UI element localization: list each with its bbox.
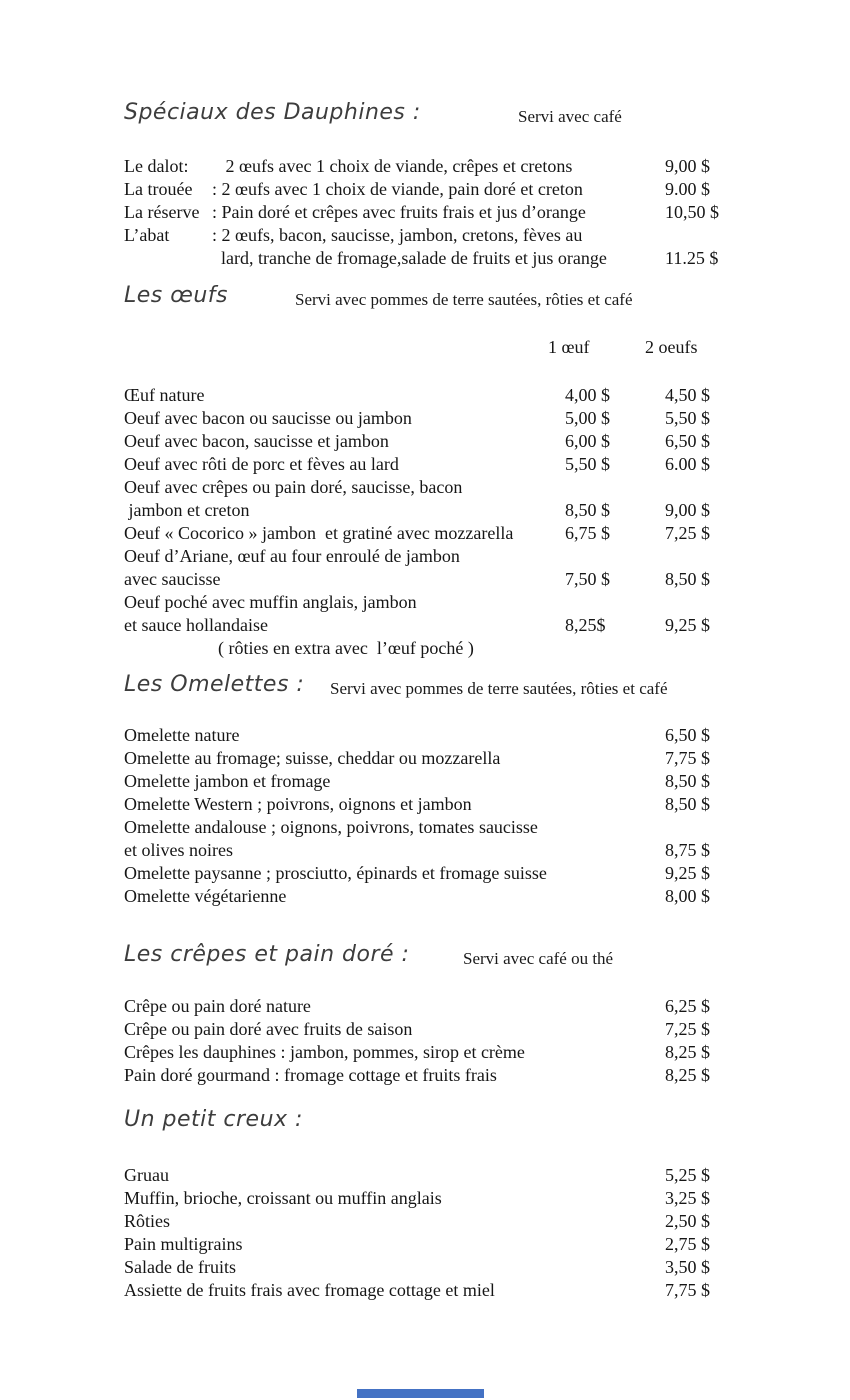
menu-item-row — [0, 545, 850, 568]
section-note-speciaux: Servi avec café — [518, 107, 622, 126]
item-price: 6,50 $ — [665, 725, 710, 745]
menu-item-row — [0, 522, 850, 545]
menu-item-row — [0, 1256, 850, 1279]
item-name: Omelette Western ; poivrons, oignons et jambon — [124, 794, 472, 814]
menu-item-row — [0, 1164, 850, 1187]
item-name: Omelette nature — [124, 725, 240, 745]
item-price: 8,50 $ — [665, 771, 710, 791]
menu-item-row — [0, 614, 850, 637]
item-price-2oeufs: 6.00 $ — [665, 454, 710, 474]
item-name: Rôties — [124, 1211, 171, 1231]
menu-item-row — [0, 201, 850, 224]
section-title-omelettes: Les Omelettes : — [124, 672, 305, 697]
menu-footnote-row — [0, 637, 850, 660]
section-title-oeufs: Les œufs — [124, 283, 229, 308]
item-name: Pain doré gourmand : fromage cottage et fruits frais — [124, 1065, 497, 1085]
menu-item-row — [0, 1187, 850, 1210]
item-name: jambon et creton — [124, 500, 250, 520]
section-title-speciaux: Spéciaux des Dauphines : — [124, 100, 421, 125]
item-name: La trouée — [124, 179, 193, 199]
menu-item-row — [0, 384, 850, 407]
item-price-2oeufs: 9,00 $ — [665, 500, 710, 520]
menu-item-row — [0, 407, 850, 430]
item-price-2oeufs: 6,50 $ — [665, 431, 710, 451]
item-name: Omelette paysanne ; prosciutto, épinards et fromage suisse — [124, 863, 547, 883]
menu-item-row — [0, 1233, 850, 1256]
item-desc: : Pain doré et crêpes avec fruits frais et jus d’orange — [212, 202, 586, 222]
column-header-2-oeufs: 2 oeufs — [645, 337, 698, 357]
item-price-1oeuf: 4,00 $ — [565, 385, 610, 405]
item-price: 3,25 $ — [665, 1188, 710, 1208]
item-price: 6,25 $ — [665, 996, 710, 1016]
item-name: Crêpe ou pain doré nature — [124, 996, 311, 1016]
section-rows-oeufs — [0, 384, 850, 660]
menu-item-row — [0, 747, 850, 770]
section-note-omelettes: Servi avec pommes de terre sautées, rôties et café — [330, 679, 668, 698]
item-desc: : 2 œufs avec 1 choix de viande, pain doré et creton — [212, 179, 583, 199]
section-note-crepes: Servi avec café ou thé — [463, 949, 614, 968]
item-desc: 2 œufs avec 1 choix de viande, crêpes et cretons — [212, 156, 573, 176]
menu-item-row — [0, 499, 850, 522]
menu-item-row — [0, 885, 850, 908]
menu-item-row — [0, 1210, 850, 1233]
item-name: Crêpes les dauphines : jambon, pommes, sirop et crème — [124, 1042, 525, 1062]
item-price: 7,25 $ — [665, 1019, 710, 1039]
item-price-1oeuf: 8,25$ — [565, 615, 606, 635]
item-name: Oeuf d’Ariane, œuf au four enroulé de jambon — [124, 546, 460, 566]
menu-item-row — [0, 568, 850, 591]
item-name: avec saucisse — [124, 569, 221, 589]
item-name: Oeuf avec bacon, saucisse et jambon — [124, 431, 389, 451]
item-name: Œuf nature — [124, 385, 205, 405]
item-price: 8,25 $ — [665, 1065, 710, 1085]
item-price: 7,75 $ — [665, 1280, 710, 1300]
item-name: Oeuf avec bacon ou saucisse ou jambon — [124, 408, 412, 428]
item-desc: lard, tranche de fromage,salade de fruits et jus orange — [212, 248, 607, 268]
item-name: Omelette andalouse ; oignons, poivrons, tomates saucisse — [124, 817, 538, 837]
item-name: Gruau — [124, 1165, 169, 1185]
menu-item-row — [0, 724, 850, 747]
item-name: Crêpe ou pain doré avec fruits de saison — [124, 1019, 413, 1039]
menu-item-row — [0, 1041, 850, 1064]
menu-item-row — [0, 224, 850, 247]
item-price: 9.00 $ — [665, 179, 710, 199]
item-name: Pain multigrains — [124, 1234, 243, 1254]
item-price: 10,50 $ — [665, 202, 719, 222]
item-price: 8,00 $ — [665, 886, 710, 906]
item-price: 5,25 $ — [665, 1165, 710, 1185]
menu-item-row — [0, 862, 850, 885]
menu-item-row — [0, 178, 850, 201]
item-price-2oeufs: 7,25 $ — [665, 523, 710, 543]
item-price: 3,50 $ — [665, 1257, 710, 1277]
item-name: L’abat — [124, 225, 170, 245]
menu-item-row — [0, 1018, 850, 1041]
section-rows-omelettes — [0, 724, 850, 908]
item-name: Omelette jambon et fromage — [124, 771, 331, 791]
item-price: 2,50 $ — [665, 1211, 710, 1231]
item-price-1oeuf: 7,50 $ — [565, 569, 610, 589]
item-price: 7,75 $ — [665, 748, 710, 768]
section-title-petit-creux: Un petit creux : — [124, 1107, 303, 1132]
item-price-1oeuf: 6,00 $ — [565, 431, 610, 451]
item-price: 9,00 $ — [665, 156, 710, 176]
item-name: Muffin, brioche, croissant ou muffin anglais — [124, 1188, 442, 1208]
poached-egg-footnote: ( rôties en extra avec l’œuf poché ) — [218, 638, 474, 658]
menu-item-row — [0, 476, 850, 499]
section-title-crepes: Les crêpes et pain doré : — [124, 942, 410, 967]
item-price-1oeuf: 5,00 $ — [565, 408, 610, 428]
menu-item-row — [0, 839, 850, 862]
item-desc: : 2 œufs, bacon, saucisse, jambon, cretons, fèves au — [212, 225, 583, 245]
footer-accent-bar — [357, 1389, 484, 1398]
item-name: Oeuf avec crêpes ou pain doré, saucisse, bacon — [124, 477, 463, 497]
item-price-2oeufs: 8,50 $ — [665, 569, 710, 589]
menu-item-row — [0, 770, 850, 793]
section-rows-speciaux — [0, 155, 850, 270]
item-name: Omelette végétarienne — [124, 886, 287, 906]
section-rows-crepes — [0, 995, 850, 1087]
item-name: Oeuf poché avec muffin anglais, jambon — [124, 592, 417, 612]
menu-item-row — [0, 1064, 850, 1087]
item-name: La réserve — [124, 202, 200, 222]
item-price-1oeuf: 5,50 $ — [565, 454, 610, 474]
menu-item-row — [0, 1279, 850, 1302]
item-name: et olives noires — [124, 840, 233, 860]
item-price: 8,50 $ — [665, 794, 710, 814]
item-price-2oeufs: 9,25 $ — [665, 615, 710, 635]
item-price: 8,75 $ — [665, 840, 710, 860]
item-price: 11.25 $ — [665, 248, 719, 268]
menu-item-row — [0, 793, 850, 816]
item-name: Oeuf avec rôti de porc et fèves au lard — [124, 454, 399, 474]
section-rows-petit-creux — [0, 1164, 850, 1302]
item-name: Oeuf « Cocorico » jambon et gratiné avec mozzarella — [124, 523, 514, 543]
menu-item-row — [0, 453, 850, 476]
menu-item-row — [0, 591, 850, 614]
menu-item-row — [0, 247, 850, 270]
item-name: et sauce hollandaise — [124, 615, 268, 635]
item-price-2oeufs: 5,50 $ — [665, 408, 710, 428]
item-name: Omelette au fromage; suisse, cheddar ou mozzarella — [124, 748, 501, 768]
item-price-1oeuf: 8,50 $ — [565, 500, 610, 520]
item-price: 8,25 $ — [665, 1042, 710, 1062]
section-note-oeufs: Servi avec pommes de terre sautées, rôties et café — [295, 290, 633, 309]
item-name: Le dalot: — [124, 156, 189, 176]
menu-item-row — [0, 155, 850, 178]
menu-item-row — [0, 430, 850, 453]
item-price: 2,75 $ — [665, 1234, 710, 1254]
item-name: Salade de fruits — [124, 1257, 236, 1277]
item-price: 9,25 $ — [665, 863, 710, 883]
item-price-2oeufs: 4,50 $ — [665, 385, 710, 405]
menu-item-row — [0, 995, 850, 1018]
column-header-1-oeuf: 1 œuf — [548, 337, 590, 357]
item-price-1oeuf: 6,75 $ — [565, 523, 610, 543]
menu-item-row — [0, 816, 850, 839]
item-name: Assiette de fruits frais avec fromage cottage et miel — [124, 1280, 495, 1300]
